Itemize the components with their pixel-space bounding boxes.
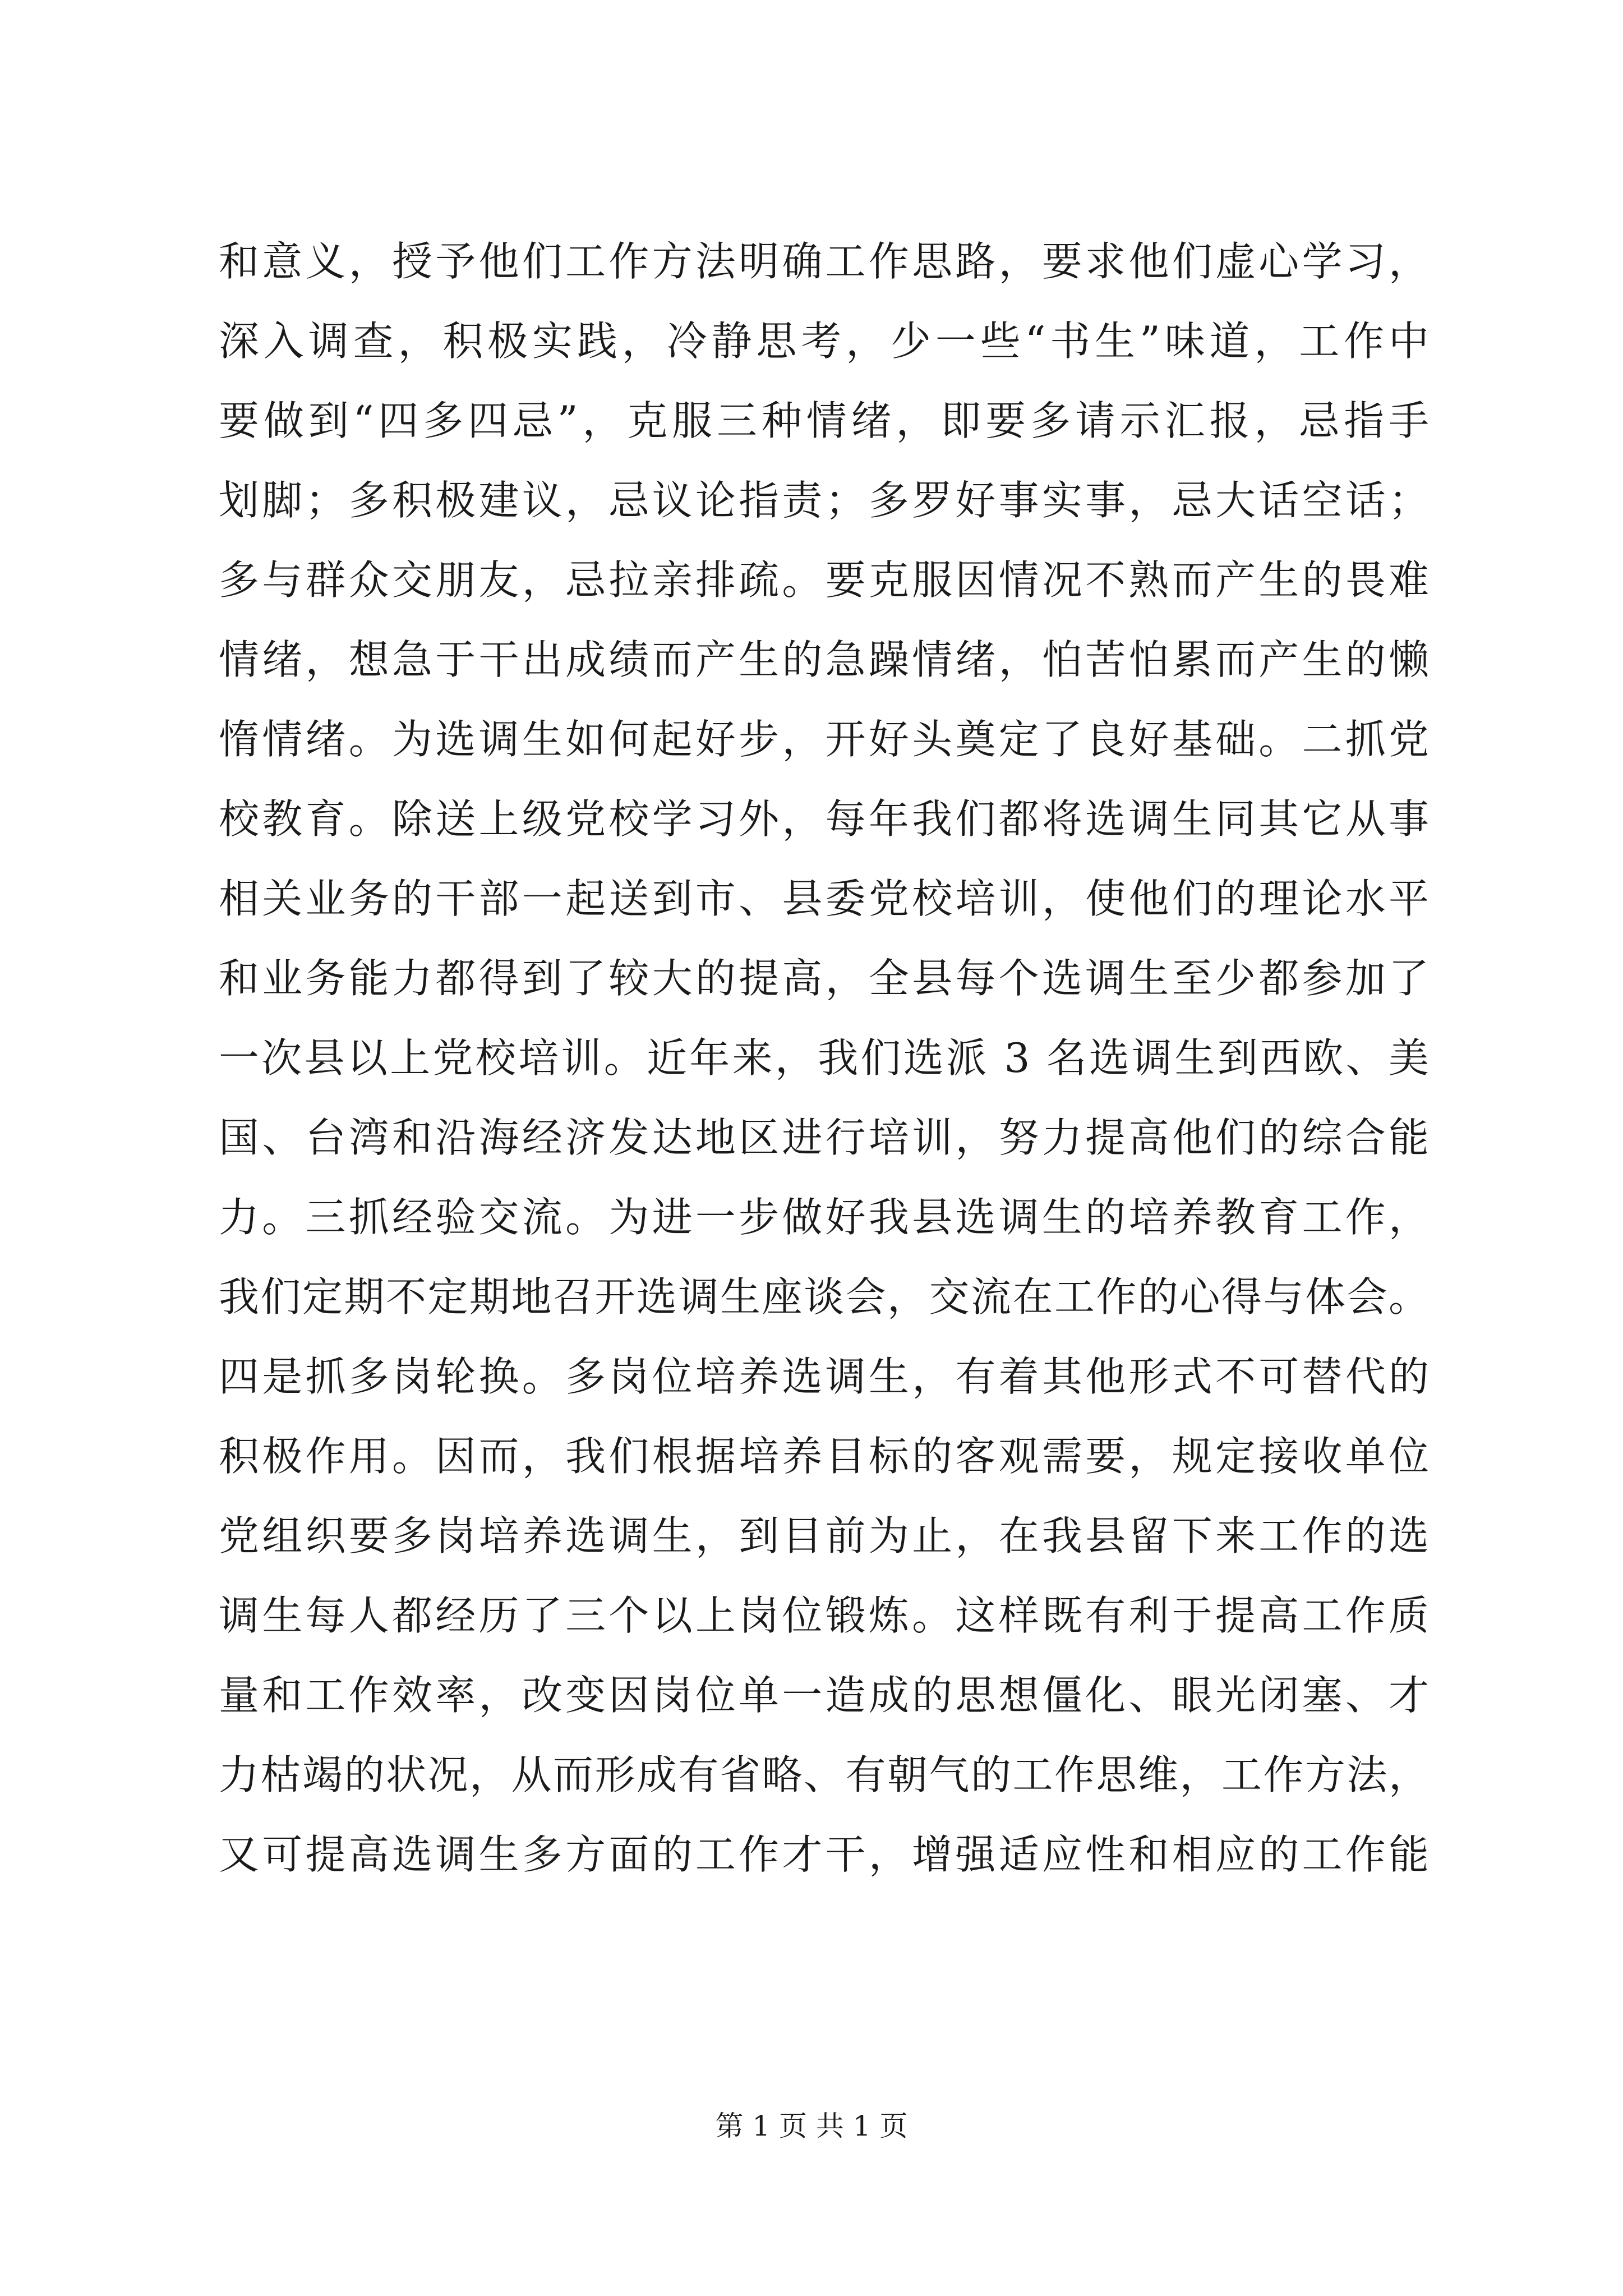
text-line-14: 我们定期不定期地召开选调生座谈会，交流在工作的心得与体会。 xyxy=(219,1273,1430,1320)
text-line-13: 力。三抓经验交流。为进一步做好我县选调生的培养教育工作， xyxy=(219,1194,1430,1241)
text-line-12: 国、台湾和沿海经济发达地区进行培训，努力提高他们的综合能 xyxy=(219,1114,1430,1161)
text-line-15: 四是抓多岗轮换。多岗位培养选调生，有着其他形式不可替代的 xyxy=(219,1353,1430,1400)
text-line-21: 又可提高选调生多方面的工作才干，增强适应性和相应的工作能 xyxy=(219,1831,1430,1878)
text-line-4: 划脚；多积极建议，忌议论指责；多罗好事实事，忌大话空话； xyxy=(219,477,1430,524)
text-line-7: 惰情绪。为选调生如何起好步，开好头奠定了良好基础。二抓党 xyxy=(219,716,1430,763)
text-line-19: 量和工作效率，改变因岗位单一造成的思想僵化、眼光闭塞、才 xyxy=(219,1672,1430,1719)
body-text xyxy=(219,222,1430,1894)
text-line-16: 积极作用。因而，我们根据培养目标的客观需要，规定接收单位 xyxy=(219,1433,1430,1480)
text-line-9: 相关业务的干部一起送到市、县委党校培训，使他们的理论水平 xyxy=(219,875,1430,922)
text-line-11: 一次县以上党校培训。近年来，我们选派 3 名选调生到西欧、美 xyxy=(219,1034,1430,1082)
text-line-18: 调生每人都经历了三个以上岗位锻炼。这样既有利于提高工作质 xyxy=(219,1592,1430,1639)
text-line-1: 和意义，授予他们工作方法明确工作思路，要求他们虚心学习， xyxy=(219,238,1430,285)
text-line-20: 力枯竭的状况，从而形成有省略、有朝气的工作思维，工作方法， xyxy=(219,1751,1430,1798)
text-line-2: 深入调查，积极实践，冷静思考，少一些“书生”味道，工作中 xyxy=(219,318,1430,365)
text-line-8: 校教育。除送上级党校学习外，每年我们都将选调生同其它从事 xyxy=(219,795,1430,843)
text-line-3: 要做到“四多四忌”，克服三种情绪，即要多请示汇报，忌指手 xyxy=(219,397,1430,444)
page-footer: 第 1 页 共 1 页 xyxy=(715,2110,908,2142)
text-line-5: 多与群众交朋友，忌拉亲排疏。要克服因情况不熟而产生的畏难 xyxy=(219,556,1430,604)
text-line-6: 情绪，想急于干出成绩而产生的急躁情绪，怕苦怕累而产生的懒 xyxy=(219,636,1430,683)
text-line-17: 党组织要多岗培养选调生，到目前为止，在我县留下来工作的选 xyxy=(219,1512,1430,1559)
text-line-10: 和业务能力都得到了较大的提高，全县每个选调生至少都参加了 xyxy=(219,955,1430,1002)
